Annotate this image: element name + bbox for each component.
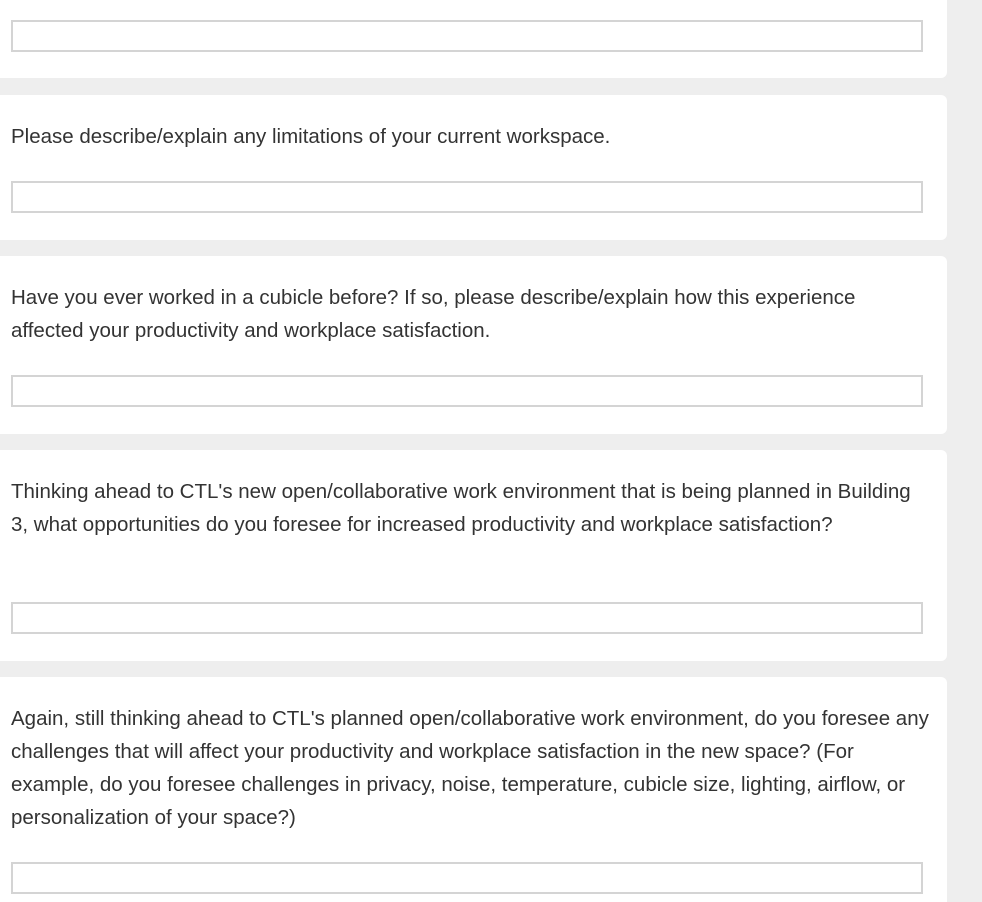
question-card-1 [0,0,947,78]
question-card-2 [0,95,947,240]
answer-input-5[interactable] [11,862,923,894]
question-card-5 [0,677,947,902]
question-text-4: Thinking ahead to CTL's new open/collaborative work environment that is being planned in Building 3, what opportunities do you foresee for increased productivity and workplace satisfaction? [11,480,911,536]
question-card-4 [0,450,947,661]
question-text-2: Please describe/explain any limitations of your current workspace. [11,125,611,148]
answer-input-2[interactable] [11,181,923,213]
answer-input-4[interactable] [11,602,923,634]
question-text-5: Again, still thinking ahead to CTL's planned open/collaborative work environment, do you foresee any challenges that will affect your productivity and workplace satisfaction in the new space? (For example, do you foresee challenges in privacy, noise, temperature, cubicle size, lighting, airflow, or personalization of your space?) [11,707,929,829]
answer-input-3[interactable] [11,375,923,407]
question-text-3: Have you ever worked in a cubicle before? If so, please describe/explain how this experience affected your productivity and workplace satisfaction. [11,286,856,342]
question-card-3 [0,256,947,434]
answer-input-1[interactable] [11,20,923,52]
